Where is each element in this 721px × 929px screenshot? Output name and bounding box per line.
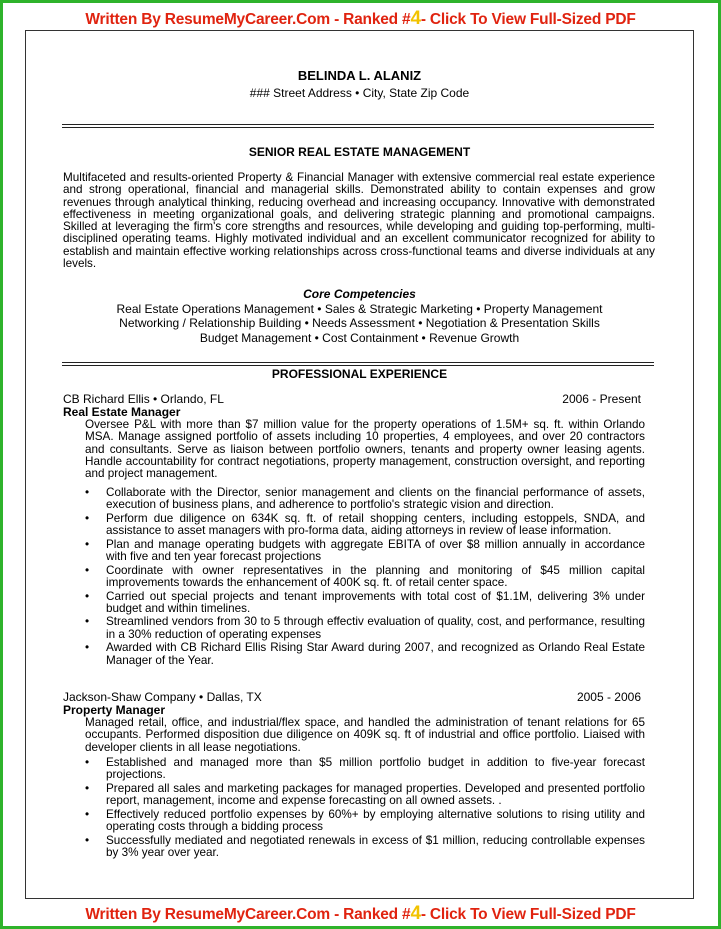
job-bullets bbox=[85, 487, 645, 668]
bottom-banner-link[interactable] bbox=[0, 903, 721, 925]
divider bbox=[62, 124, 654, 128]
competencies-line: Budget Management • Cost Containment • Revenue Growth bbox=[199, 330, 520, 345]
job-dates: 2006 - Present bbox=[562, 392, 641, 406]
job-title: Real Estate Manager bbox=[63, 405, 181, 419]
banner-rank: 4 bbox=[410, 903, 421, 924]
competencies-line: Real Estate Operations Management • Sales & Strategic Marketing • Property Management bbox=[116, 301, 603, 316]
list-item: • Collaborate with the Director, senior management and clients on the financial performance of assets, execution of business plans, and adherence to portfolio's strategic vision and direction. bbox=[85, 486, 645, 512]
job-description: Managed retail, office, and industrial/flex space, and handled the administration of tenant relations for 65 occupants. Performed disposition due diligence on 409K sq. ft of industrial and office portfolio. Liaised with developer clients in all lease negotiations. bbox=[85, 716, 645, 754]
competencies-line: Networking / Relationship Building • Needs Assessment • Negotiation & Presentation Skills bbox=[119, 316, 600, 330]
list-item: • Effectively reduced portfolio expenses by 60%+ by employing alternative solutions to rising utility and operating costs through a bidding process bbox=[85, 807, 645, 834]
job-company: CB Richard Ellis • Orlando, FL bbox=[63, 392, 224, 406]
job-header bbox=[63, 690, 655, 704]
list-item: • Carried out special projects and tenant improvements with total cost of $1.1M, delivering 3% under budget and within timelines. bbox=[85, 589, 645, 615]
list-item: • Streamlined vendors from 30 to 5 through effectiv evaluation of quality, cost, and performance, resulting in a 30% reduction of operating expenses bbox=[85, 615, 645, 641]
job-header bbox=[63, 392, 655, 406]
list-item: • Established and managed more than $5 million portfolio budget in addition to five-year forecast projections. bbox=[85, 756, 645, 782]
core-competencies bbox=[26, 287, 693, 345]
list-item: • Awarded with CB Richard Ellis Rising Star Award during 2007, and recognized as Orlando Real Estate Manager of the Year. bbox=[85, 641, 645, 667]
summary-paragraph: Multifaceted and results-oriented Property & Financial Manager with extensive commercial real estate experience and strong operational, financial and managerial skills. Demonstrated ability to contain expenses and grow revenues through analytical thinking, reducing overhead and increasing occupancy. Innovative with demonstrated effectiveness in meeting organizational goals, and delivering strategic planning and promotional campaigns. Skilled at leveraging the firm's core strengths and resources, while developing and guiding top-performing, multi-disciplined operating teams. Highly motivated individual and an excellent communicator recognized for ability to establish and maintain effective working relationships across cross-functional teams and diverse individuals at any levels. bbox=[63, 171, 655, 271]
job-title: Property Manager bbox=[63, 703, 166, 717]
banner-text-after: - Click To View Full-Sized PDF bbox=[420, 906, 636, 923]
banner-text-before: Written By ResumeMyCareer.Com - Ranked # bbox=[85, 906, 411, 923]
banner-rank: 4 bbox=[410, 8, 421, 29]
resume-name: BELINDA L. ALANIZ bbox=[297, 68, 422, 83]
competencies-title: Core Competencies bbox=[303, 287, 416, 301]
job-bullets bbox=[85, 757, 645, 861]
list-item: • Plan and manage operating budgets with aggregate EBITA of over $8 million annually in accordance with five and ten year forecast projections bbox=[85, 537, 645, 564]
divider bbox=[62, 362, 654, 366]
list-item: • Prepared all sales and marketing packages for managed properties. Developed and presented portfolio report, management, income and expense forecasting on all owned assets. . bbox=[85, 781, 645, 808]
top-banner-link[interactable] bbox=[0, 8, 721, 30]
job-company: Jackson-Shaw Company • Dallas, TX bbox=[63, 690, 262, 704]
list-item: • Perform due diligence on 634K sq. ft. of retail shopping centers, including estoppels, SNDA, and assistance to asset managers with pro-forma data, aiding attorneys in review of lease information. bbox=[85, 511, 645, 538]
headline: SENIOR REAL ESTATE MANAGEMENT bbox=[248, 145, 471, 159]
list-item: • Successfully mediated and negotiated renewals in excess of $1 million, reducing controllable expenses by 3% year over year. bbox=[85, 833, 645, 859]
banner-text-before: Written By ResumeMyCareer.Com - Ranked # bbox=[85, 11, 411, 28]
job-description: Oversee P&L with more than $7 million value for the property operations of 1.5M+ sq. ft. within Orlando MSA. Manage assigned portfolio of assets including 10 properties, 4 employees, and over 20 contractors and consultants. Serve as liaison between portfolio owners, tenants and property owner leasing agents. Handle accountability for contract negotiations, property management, construction oversight, and reporting and project management. bbox=[85, 418, 645, 481]
experience-heading: PROFESSIONAL EXPERIENCE bbox=[271, 367, 448, 381]
resume-address: ### Street Address • City, State Zip Code bbox=[249, 86, 470, 100]
job-dates: 2005 - 2006 bbox=[576, 690, 641, 704]
banner-text-after: - Click To View Full-Sized PDF bbox=[420, 11, 636, 28]
resume-document bbox=[25, 30, 694, 899]
list-item: • Coordinate with owner representatives in the planning and monitoring of $45 million capital improvements towards the enhancement of 400K sq. ft. of retail center space. bbox=[85, 563, 645, 589]
